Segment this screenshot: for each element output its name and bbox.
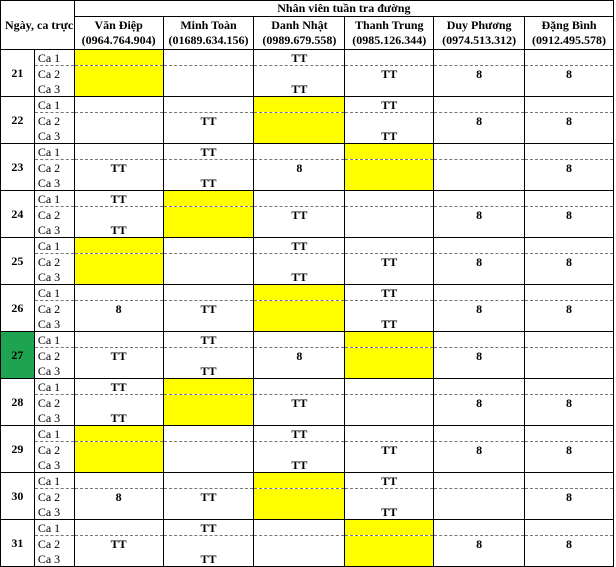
shift-label: Ca 1 xyxy=(34,238,74,254)
duty-cell xyxy=(434,175,525,191)
shift-row xyxy=(1,395,614,411)
duty-cell xyxy=(163,473,254,489)
shift-label: Ca 1 xyxy=(34,191,74,207)
duty-cell xyxy=(345,50,434,66)
shift-label: Ca 1 xyxy=(34,50,74,66)
duty-cell: 8 xyxy=(525,66,614,82)
duty-cell xyxy=(345,410,434,426)
duty-cell xyxy=(434,238,525,254)
roster-body xyxy=(1,50,614,567)
duty-cell xyxy=(163,191,254,207)
duty-cell: TT xyxy=(163,301,254,317)
shift-row xyxy=(1,473,614,489)
duty-cell xyxy=(163,379,254,395)
day-cell: 31 xyxy=(1,520,35,567)
duty-cell xyxy=(74,50,163,66)
duty-cell: 8 xyxy=(525,395,614,411)
duty-cell xyxy=(525,379,614,395)
duty-cell xyxy=(254,191,345,207)
duty-cell xyxy=(74,207,163,223)
duty-cell xyxy=(525,144,614,160)
shift-label: Ca 3 xyxy=(34,175,74,191)
duty-cell: TT xyxy=(163,144,254,160)
duty-cell xyxy=(254,410,345,426)
duty-cell xyxy=(163,97,254,113)
shift-label: Ca 2 xyxy=(34,254,74,270)
shift-label: Ca 1 xyxy=(34,285,74,301)
duty-cell xyxy=(254,551,345,567)
duty-cell xyxy=(345,269,434,285)
duty-cell xyxy=(74,238,163,254)
duty-cell xyxy=(163,410,254,426)
duty-cell xyxy=(345,457,434,473)
duty-cell: TT xyxy=(163,363,254,379)
duty-cell xyxy=(434,520,525,536)
shift-row xyxy=(1,504,614,520)
duty-cell xyxy=(434,285,525,301)
duty-cell xyxy=(254,222,345,238)
duty-cell xyxy=(254,285,345,301)
duty-cell: 8 xyxy=(74,301,163,317)
duty-cell: TT xyxy=(254,207,345,223)
duty-cell: TT xyxy=(74,160,163,176)
duty-cell xyxy=(525,191,614,207)
staff-name: Duy Phương xyxy=(446,18,512,32)
duty-cell xyxy=(74,113,163,129)
duty-cell xyxy=(74,254,163,270)
duty-cell xyxy=(345,113,434,129)
duty-cell: 8 xyxy=(434,395,525,411)
duty-cell xyxy=(163,457,254,473)
shift-row xyxy=(1,442,614,458)
duty-cell xyxy=(525,457,614,473)
duty-cell xyxy=(74,442,163,458)
shift-label: Ca 1 xyxy=(34,144,74,160)
staff-name: Đặng Bình xyxy=(541,18,597,32)
shift-label: Ca 1 xyxy=(34,426,74,442)
duty-cell: TT xyxy=(345,128,434,144)
duty-cell xyxy=(254,332,345,348)
duty-cell: 8 xyxy=(434,536,525,552)
day-cell: 30 xyxy=(1,473,35,520)
staff-phone: (0964.764.904) xyxy=(81,33,156,47)
duty-cell xyxy=(254,301,345,317)
staff-phone: (0989.679.558) xyxy=(262,33,337,47)
duty-cell: TT xyxy=(163,489,254,505)
staff-header xyxy=(434,17,525,50)
duty-cell xyxy=(525,175,614,191)
duty-cell xyxy=(345,536,434,552)
duty-cell xyxy=(525,410,614,426)
duty-cell: TT xyxy=(345,473,434,489)
shift-row xyxy=(1,426,614,442)
duty-cell: TT xyxy=(345,504,434,520)
shift-row xyxy=(1,489,614,505)
duty-cell xyxy=(434,316,525,332)
duty-cell xyxy=(345,81,434,97)
duty-cell xyxy=(525,50,614,66)
duty-cell xyxy=(525,269,614,285)
duty-cell xyxy=(74,457,163,473)
duty-cell xyxy=(254,175,345,191)
duty-cell xyxy=(345,191,434,207)
shift-label: Ca 1 xyxy=(34,473,74,489)
duty-cell xyxy=(345,520,434,536)
duty-cell xyxy=(345,379,434,395)
day-cell: 29 xyxy=(1,426,35,473)
shift-label: Ca 3 xyxy=(34,269,74,285)
duty-cell: 8 xyxy=(525,442,614,458)
duty-cell xyxy=(163,254,254,270)
duty-cell xyxy=(525,363,614,379)
shift-row xyxy=(1,379,614,395)
duty-cell xyxy=(434,50,525,66)
shift-label: Ca 3 xyxy=(34,81,74,97)
duty-cell: TT xyxy=(345,285,434,301)
duty-cell xyxy=(163,426,254,442)
duty-cell xyxy=(254,254,345,270)
shift-label: Ca 2 xyxy=(34,442,74,458)
duty-cell xyxy=(525,222,614,238)
shift-label: Ca 2 xyxy=(34,160,74,176)
shift-row xyxy=(1,207,614,223)
duty-cell xyxy=(525,520,614,536)
duty-cell: TT xyxy=(254,457,345,473)
shift-row xyxy=(1,301,614,317)
duty-cell xyxy=(434,144,525,160)
duty-cell xyxy=(163,536,254,552)
duty-cell xyxy=(74,395,163,411)
duty-cell: 8 xyxy=(525,536,614,552)
duty-cell xyxy=(74,175,163,191)
duty-cell xyxy=(525,238,614,254)
duty-cell: TT xyxy=(74,536,163,552)
duty-cell: 8 xyxy=(434,254,525,270)
duty-cell xyxy=(254,316,345,332)
duty-cell xyxy=(74,426,163,442)
duty-cell xyxy=(163,269,254,285)
duty-cell xyxy=(163,442,254,458)
duty-cell xyxy=(345,489,434,505)
duty-cell xyxy=(434,332,525,348)
shift-row xyxy=(1,160,614,176)
duty-cell: TT xyxy=(345,97,434,113)
shift-label: Ca 2 xyxy=(34,207,74,223)
duty-cell xyxy=(254,97,345,113)
shift-row xyxy=(1,175,614,191)
duty-cell xyxy=(345,160,434,176)
duty-cell xyxy=(254,113,345,129)
duty-cell xyxy=(525,332,614,348)
duty-cell xyxy=(254,144,345,160)
duty-cell xyxy=(434,457,525,473)
shift-label: Ca 3 xyxy=(34,410,74,426)
duty-cell: TT xyxy=(74,191,163,207)
duty-cell xyxy=(163,348,254,364)
duty-cell xyxy=(525,551,614,567)
shift-label: Ca 2 xyxy=(34,301,74,317)
duty-cell xyxy=(345,395,434,411)
duty-cell xyxy=(345,238,434,254)
staff-name: Minh Toàn xyxy=(180,18,237,32)
staff-name: Thanh Trung xyxy=(354,18,424,32)
duty-cell xyxy=(163,238,254,254)
staff-name: Danh Nhật xyxy=(271,18,328,32)
duty-cell xyxy=(163,504,254,520)
duty-cell xyxy=(434,551,525,567)
staff-group-header: Nhân viên tuần tra đường xyxy=(74,1,613,17)
duty-cell: 8 xyxy=(525,207,614,223)
duty-cell xyxy=(254,128,345,144)
shift-row xyxy=(1,128,614,144)
day-cell: 26 xyxy=(1,285,35,332)
shift-label: Ca 3 xyxy=(34,316,74,332)
duty-cell xyxy=(74,316,163,332)
duty-cell xyxy=(163,81,254,97)
shift-row xyxy=(1,551,614,567)
shift-row xyxy=(1,50,614,66)
day-cell: 23 xyxy=(1,144,35,191)
duty-cell xyxy=(434,489,525,505)
shift-row xyxy=(1,222,614,238)
duty-cell xyxy=(74,144,163,160)
duty-cell: 8 xyxy=(525,113,614,129)
duty-cell: TT xyxy=(74,348,163,364)
duty-cell xyxy=(74,473,163,489)
staff-header xyxy=(345,17,434,50)
duty-cell xyxy=(254,473,345,489)
duty-cell: 8 xyxy=(434,113,525,129)
shift-label: Ca 3 xyxy=(34,504,74,520)
duty-cell: 8 xyxy=(434,301,525,317)
duty-cell: 8 xyxy=(525,254,614,270)
shift-row xyxy=(1,332,614,348)
duty-cell: TT xyxy=(254,395,345,411)
duty-cell: TT xyxy=(254,238,345,254)
duty-cell: TT xyxy=(163,175,254,191)
shift-label: Ca 3 xyxy=(34,457,74,473)
duty-cell: TT xyxy=(74,222,163,238)
duty-cell xyxy=(525,426,614,442)
duty-cell xyxy=(525,285,614,301)
shift-label: Ca 2 xyxy=(34,395,74,411)
duty-cell xyxy=(74,81,163,97)
duty-cell: TT xyxy=(163,551,254,567)
duty-cell xyxy=(345,207,434,223)
duty-cell: 8 xyxy=(434,348,525,364)
shift-row xyxy=(1,81,614,97)
duty-cell xyxy=(254,363,345,379)
duty-cell: TT xyxy=(254,81,345,97)
duty-cell xyxy=(254,66,345,82)
duty-cell xyxy=(434,473,525,489)
duty-cell: 8 xyxy=(434,207,525,223)
shift-row xyxy=(1,410,614,426)
duty-cell xyxy=(434,81,525,97)
duty-cell xyxy=(525,81,614,97)
staff-header xyxy=(74,17,163,50)
shift-label: Ca 3 xyxy=(34,128,74,144)
duty-cell xyxy=(74,551,163,567)
duty-cell xyxy=(434,160,525,176)
duty-cell: 8 xyxy=(254,160,345,176)
duty-cell xyxy=(163,316,254,332)
shift-row xyxy=(1,144,614,160)
duty-cell: TT xyxy=(345,316,434,332)
duty-cell xyxy=(525,504,614,520)
duty-cell xyxy=(434,363,525,379)
shift-label: Ca 1 xyxy=(34,332,74,348)
duty-cell xyxy=(163,128,254,144)
duty-cell xyxy=(345,363,434,379)
duty-cell xyxy=(434,269,525,285)
shift-label: Ca 3 xyxy=(34,551,74,567)
staff-phone: (0985.126.344) xyxy=(352,33,427,47)
shift-row xyxy=(1,238,614,254)
duty-cell: 8 xyxy=(525,160,614,176)
day-cell: 21 xyxy=(1,50,35,97)
duty-cell xyxy=(163,160,254,176)
staff-header xyxy=(254,17,345,50)
duty-cell: 8 xyxy=(525,489,614,505)
shift-row xyxy=(1,536,614,552)
day-cell: 24 xyxy=(1,191,35,238)
duty-cell xyxy=(434,410,525,426)
duty-cell: TT xyxy=(345,442,434,458)
duty-cell: 8 xyxy=(434,66,525,82)
shift-label: Ca 3 xyxy=(34,222,74,238)
duty-cell xyxy=(434,379,525,395)
duty-cell xyxy=(345,426,434,442)
duty-cell xyxy=(254,536,345,552)
shift-row xyxy=(1,113,614,129)
duty-cell xyxy=(254,520,345,536)
duty-cell xyxy=(525,97,614,113)
duty-cell xyxy=(434,128,525,144)
shift-row xyxy=(1,191,614,207)
duty-cell: TT xyxy=(254,426,345,442)
duty-cell: 8 xyxy=(254,348,345,364)
duty-cell xyxy=(525,316,614,332)
shift-label: Ca 1 xyxy=(34,379,74,395)
duty-cell: TT xyxy=(74,410,163,426)
shift-label: Ca 2 xyxy=(34,113,74,129)
day-cell: 22 xyxy=(1,97,35,144)
duty-cell xyxy=(434,504,525,520)
shift-row xyxy=(1,66,614,82)
shift-row xyxy=(1,363,614,379)
shift-row xyxy=(1,520,614,536)
duty-cell xyxy=(74,520,163,536)
duty-cell xyxy=(163,285,254,301)
shift-label: Ca 3 xyxy=(34,363,74,379)
shift-row xyxy=(1,97,614,113)
duty-cell xyxy=(74,269,163,285)
corner-header: Ngày, ca trực xyxy=(1,1,75,50)
duty-cell xyxy=(254,504,345,520)
duty-cell xyxy=(345,144,434,160)
duty-cell: 8 xyxy=(74,489,163,505)
duty-cell: TT xyxy=(163,113,254,129)
duty-cell xyxy=(163,66,254,82)
day-cell: 27 xyxy=(1,332,35,379)
duty-cell: TT xyxy=(74,379,163,395)
shift-label: Ca 2 xyxy=(34,536,74,552)
duty-cell xyxy=(345,348,434,364)
duty-cell xyxy=(163,395,254,411)
duty-cell: TT xyxy=(163,332,254,348)
duty-cell xyxy=(525,473,614,489)
shift-label: Ca 2 xyxy=(34,348,74,364)
duty-cell xyxy=(254,489,345,505)
duty-cell xyxy=(74,332,163,348)
duty-cell: TT xyxy=(345,254,434,270)
duty-cell xyxy=(434,222,525,238)
duty-cell xyxy=(74,97,163,113)
duty-cell xyxy=(345,222,434,238)
duty-cell xyxy=(74,363,163,379)
shift-label: Ca 2 xyxy=(34,66,74,82)
duty-cell xyxy=(525,348,614,364)
duty-cell xyxy=(74,66,163,82)
duty-cell xyxy=(345,332,434,348)
shift-label: Ca 1 xyxy=(34,520,74,536)
duty-cell xyxy=(74,128,163,144)
day-cell: 25 xyxy=(1,238,35,285)
duty-cell: TT xyxy=(254,50,345,66)
staff-header xyxy=(525,17,614,50)
shift-label: Ca 1 xyxy=(34,97,74,113)
duty-cell: TT xyxy=(163,520,254,536)
duty-cell xyxy=(345,175,434,191)
staff-phone: (01689.634.156) xyxy=(168,33,249,47)
shift-row xyxy=(1,316,614,332)
duty-cell xyxy=(74,504,163,520)
duty-cell xyxy=(254,442,345,458)
shift-row xyxy=(1,269,614,285)
shift-row xyxy=(1,285,614,301)
duty-cell: 8 xyxy=(434,442,525,458)
duty-cell xyxy=(434,426,525,442)
shift-row xyxy=(1,254,614,270)
staff-header xyxy=(163,17,254,50)
day-cell: 28 xyxy=(1,379,35,426)
shift-row xyxy=(1,348,614,364)
duty-cell xyxy=(74,285,163,301)
duty-cell xyxy=(345,551,434,567)
duty-cell xyxy=(254,379,345,395)
staff-phone: (0974.513.312) xyxy=(442,33,517,47)
duty-cell: TT xyxy=(254,269,345,285)
duty-cell xyxy=(163,50,254,66)
duty-cell: TT xyxy=(345,66,434,82)
duty-cell: 8 xyxy=(525,301,614,317)
duty-cell xyxy=(525,128,614,144)
shift-label: Ca 2 xyxy=(34,489,74,505)
duty-cell xyxy=(345,301,434,317)
duty-cell xyxy=(434,97,525,113)
staff-phone: (0912.495.578) xyxy=(532,33,607,47)
staff-name: Văn Điệp xyxy=(94,18,143,32)
duty-cell xyxy=(163,222,254,238)
shift-row xyxy=(1,457,614,473)
duty-cell xyxy=(434,191,525,207)
duty-cell xyxy=(163,207,254,223)
